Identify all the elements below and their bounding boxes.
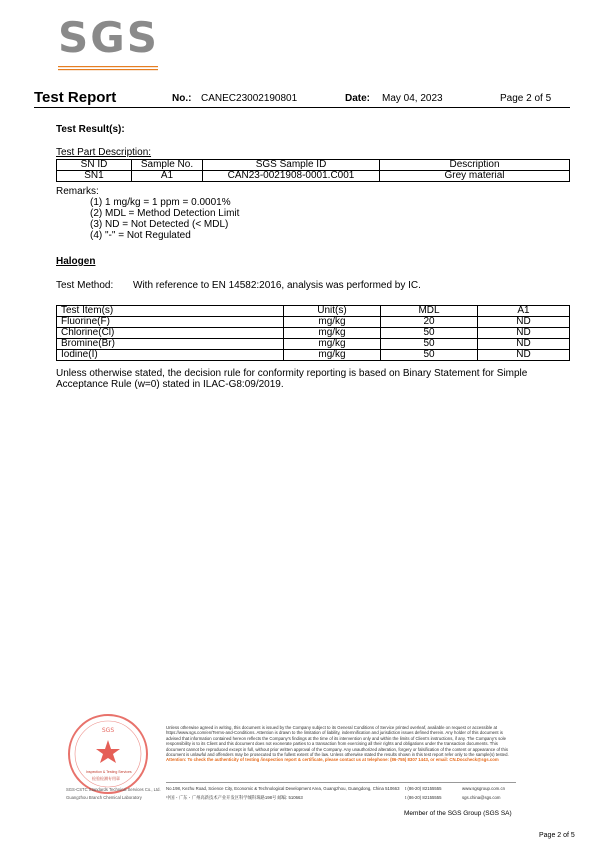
svg-text:SGS: SGS	[101, 727, 115, 734]
decision-rule-note: Unless otherwise stated, the decision rule for conformity reporting is based on Binary Statement for Simple Acceptance Rule (w=0) stated in ILAC-G8:09/2019.	[56, 368, 528, 390]
remark-item: (1) 1 mg/kg = 1 ppm = 0.0001%	[90, 197, 231, 208]
cell: CAN23-0021908-0001.C001	[203, 171, 380, 182]
cell: mg/kg	[284, 328, 381, 339]
disclaimer-text: Unless otherwise agreed in writing, this document is issued by the Company subject to its General Conditions of Service printed overleaf, available on request or accessible at https://www.sgs.com/en/Terms-and-Conditions. Attention is drawn to the limitation of liability, indemnification and jurisdiction issues defined therein. Any holder of this document is advised that information contained hereon reflects the Company's findings at the time of its intervention only and within the limits of Client's instructions, if any. The Company's sole responsibility is to its Client and this document does not exonerate parties to a transaction from exercising all their rights and obligations under the transaction documents. This document cannot be reproduced except in full, without prior written approval of the Company. Any unauthorized alteration, forgery or falsification of the content or appearance of this document is unlawful and offenders may be prosecuted to the fullest extent of the law. Unless otherwise stated the results shown in this test report refer only to the sample(s) tested.	[166, 725, 509, 758]
part-description-label: Test Part Description:	[56, 147, 152, 158]
sample-table	[56, 159, 570, 182]
cell: ND	[478, 328, 570, 339]
authenticity-attention: Attention: To check the authenticity of testing /inspection report & certificate, please contact us at telephone: (86-755) 8307 1443, or email: CN.Doccheck@sgs.com	[166, 757, 499, 763]
remarks-list	[90, 197, 239, 241]
stamp-subtitle: Inspection & Testing Services	[86, 770, 132, 774]
cell: ND	[478, 317, 570, 328]
cell: Iodine(I)	[57, 350, 284, 361]
header-rule	[34, 107, 570, 108]
stamp-text: 检验检测专用章	[92, 776, 120, 781]
footer-rule	[166, 782, 516, 783]
table-row	[57, 328, 570, 339]
table-row	[57, 317, 570, 328]
website: www.sgsgroup.com.cn	[462, 786, 505, 791]
telephone-1: t (86-20) 82155555	[405, 786, 442, 791]
remark-item: (3) ND = Not Detected (< MDL)	[90, 219, 229, 230]
halogen-heading: Halogen	[56, 256, 96, 267]
test-method-text: With reference to EN 14582:2016, analysis was performed by IC.	[133, 280, 421, 291]
col-test-items: Test Item(s)	[57, 306, 284, 317]
col-sample-no: Sample No.	[132, 160, 203, 171]
logo-bars	[58, 66, 158, 72]
cell: SN1	[57, 171, 132, 182]
logo-text: SGS	[58, 13, 159, 62]
email: sgs.china@sgs.com	[462, 795, 501, 800]
cell: ND	[478, 339, 570, 350]
results-heading: Test Result(s):	[56, 124, 125, 135]
table-header-row	[57, 306, 570, 317]
table-header-row	[57, 160, 570, 171]
cell: 50	[381, 350, 478, 361]
company-line-2: Guangzhou Branch Chemical Laboratory	[66, 795, 142, 800]
cell: Bromine(Br)	[57, 339, 284, 350]
col-mdl: MDL	[381, 306, 478, 317]
company-line-1: SGS-CSTC Standards Technical Services Co., Ltd.	[66, 787, 161, 792]
cell: mg/kg	[284, 317, 381, 328]
cell: Fluorine(F)	[57, 317, 284, 328]
cell: Chlorine(Cl)	[57, 328, 284, 339]
cell: mg/kg	[284, 339, 381, 350]
cell: ND	[478, 350, 570, 361]
footer-disclaimer	[166, 725, 516, 763]
date-label: Date:	[345, 93, 371, 104]
cell: Grey material	[380, 171, 570, 182]
seal-stamp-icon	[66, 712, 150, 796]
remark-item: (4) "-" = Not Regulated	[90, 230, 191, 241]
cell: 50	[381, 339, 478, 350]
report-title: Test Report	[34, 89, 117, 106]
halogen-table	[56, 305, 570, 361]
col-a1: A1	[478, 306, 570, 317]
footer-page-number: Page 2 of 5	[539, 832, 575, 839]
member-line: Member of the SGS Group (SGS SA)	[404, 810, 512, 817]
report-date: May 04, 2023	[382, 93, 443, 104]
page-number: Page 2 of 5	[500, 93, 552, 104]
sgs-logo	[58, 13, 159, 70]
col-sgs-sample-id: SGS Sample ID	[203, 160, 380, 171]
telephone-2: t (86-20) 82155555	[405, 795, 442, 800]
table-row	[57, 350, 570, 361]
table-row	[57, 171, 570, 182]
table-row	[57, 339, 570, 350]
address-cn: 中国・广东・广州高新技术产业开发区科学城科珠路198号 邮编: 510663	[166, 795, 303, 800]
cell: mg/kg	[284, 350, 381, 361]
cell: 50	[381, 328, 478, 339]
col-description: Description	[380, 160, 570, 171]
cell: A1	[132, 171, 203, 182]
col-sn-id: SN ID	[57, 160, 132, 171]
col-units: Unit(s)	[284, 306, 381, 317]
report-no-label: No.:	[172, 93, 192, 104]
remark-item: (2) MDL = Method Detection Limit	[90, 208, 240, 219]
remarks-label: Remarks:	[56, 186, 99, 197]
report-no: CANEC23002190801	[201, 93, 298, 104]
test-method-label: Test Method:	[56, 280, 114, 291]
cell: 20	[381, 317, 478, 328]
address-en: No.198, Kezhu Road, Science City, Economic & Technological Development Area, Guangzhou, Guangdong, China 510663	[166, 786, 400, 791]
